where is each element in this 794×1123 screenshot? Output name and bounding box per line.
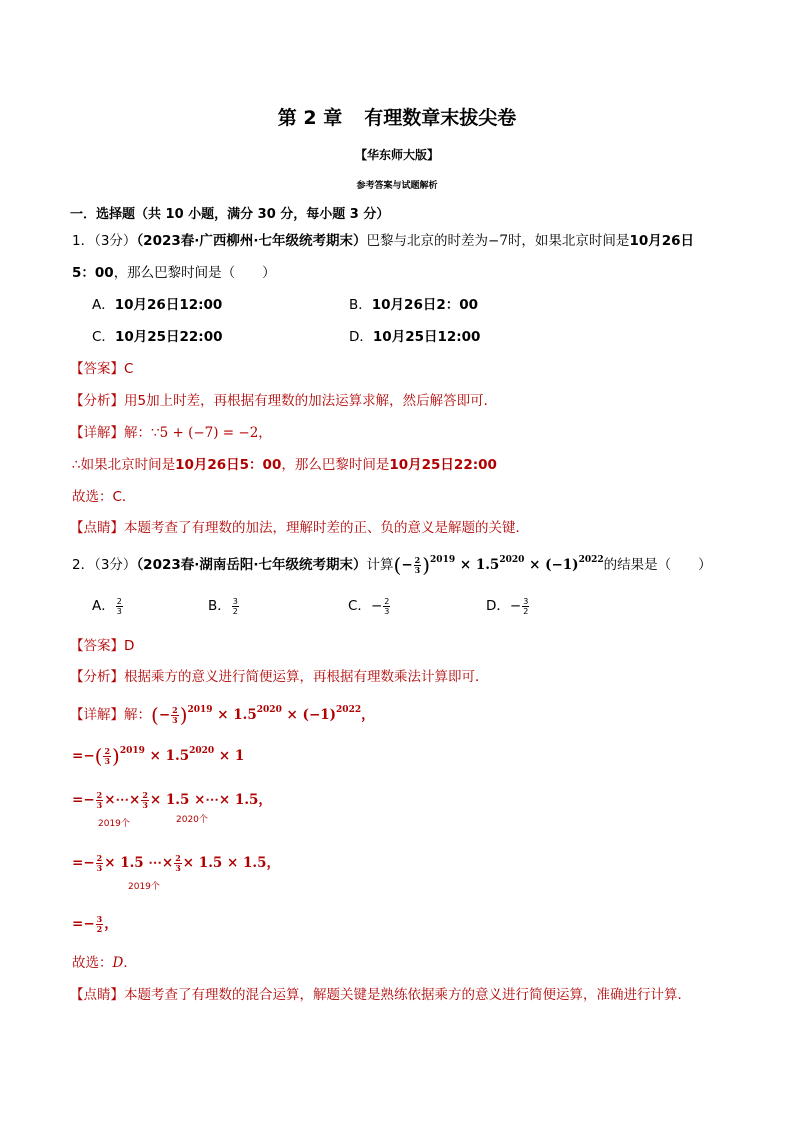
exponent: 2020 xyxy=(189,746,215,756)
q2-step3 xyxy=(72,851,280,873)
denominator: 3 xyxy=(116,606,122,616)
q2-step1: =−( $\frac{2}{3}$ )$^{2019} \times 1.5^{2020} \times 1$ xyxy=(72,744,245,768)
choose-end: ． xyxy=(123,955,137,971)
denominator: 3 xyxy=(414,565,421,575)
option-fraction xyxy=(232,597,239,616)
answer-value: D xyxy=(124,638,135,654)
denominator: 2 xyxy=(523,606,529,616)
underbrace-label: 2019个 xyxy=(98,819,130,829)
denominator: 2 xyxy=(232,606,238,616)
detail-date1: 10月26日5：00 xyxy=(175,457,282,473)
detail-date2: 10月25日22:00 xyxy=(389,457,497,473)
q1-source: （2023春·广西柳州·七年级统考期末） xyxy=(136,233,367,249)
q1-date: 10月26日 xyxy=(629,233,695,249)
section-heading: 一．选择题（共 10 小题，满分 30 分，每小题 3 分） xyxy=(70,207,390,222)
q2-text2: 的结果是（ ） xyxy=(603,557,712,573)
q2-score: （3分） xyxy=(94,557,137,573)
exponent: 2022 xyxy=(578,555,604,565)
numerator: 2 xyxy=(384,596,390,606)
q1-diff: −7 xyxy=(488,233,508,249)
choose-letter: D xyxy=(112,955,124,971)
numerator: 2 xyxy=(175,853,181,863)
answer-tag: 【答案】 xyxy=(70,638,124,654)
edition-label: 【华东师大版】 xyxy=(354,148,439,162)
numerator: 2 xyxy=(116,596,122,606)
numerator: 2 xyxy=(142,790,148,800)
q1-analysis xyxy=(70,389,497,409)
exponent: 2019 xyxy=(187,705,213,715)
analysis-text: 根据乘方的意义进行简便运算，再根据有理数乘法计算即可． xyxy=(124,669,489,685)
denominator: 3 xyxy=(172,715,178,725)
q2-text1: 计算 xyxy=(366,557,394,573)
analysis-text: 用5加上时差，再根据有理数的加法运算求解，然后解答即可． xyxy=(124,393,498,409)
underbrace-label: 2020个 xyxy=(176,815,208,825)
term: × 1.5 xyxy=(217,707,257,723)
denominator: 3 xyxy=(384,606,390,616)
q1-stem-line2 xyxy=(72,261,276,281)
equals: = xyxy=(72,792,84,808)
comma: ， xyxy=(104,916,118,932)
q2-option-b xyxy=(208,594,240,616)
term: × 1.5 xyxy=(149,748,190,764)
option-letter: B． xyxy=(349,297,372,313)
denominator: 3 xyxy=(104,756,111,766)
detail-lead: 解： xyxy=(124,425,151,441)
q1-stem-line1 xyxy=(72,229,694,249)
chapter-label: 第 2 章 xyxy=(277,107,343,129)
denominator: 3 xyxy=(142,800,148,810)
denominator: 3 xyxy=(175,863,181,873)
q1-answer xyxy=(70,357,133,377)
q2-detail xyxy=(70,703,375,727)
q2-number: 2． xyxy=(72,557,95,573)
numerator: 2 xyxy=(104,746,111,756)
numerator: 2 xyxy=(96,790,103,800)
q1-option-d xyxy=(349,325,480,345)
answer-tag: 【答案】 xyxy=(70,361,124,377)
q2-comment xyxy=(70,983,691,1003)
option-value: 10月26日12:00 xyxy=(114,297,223,313)
q2-option-a xyxy=(92,594,124,616)
q1-time: 5：00 xyxy=(72,265,114,281)
equals: = xyxy=(72,916,84,932)
numerator: 2 xyxy=(172,705,178,715)
option-sign: − xyxy=(370,598,383,614)
option-value: 10月25日12:00 xyxy=(372,329,481,345)
term: × (−1) xyxy=(286,707,337,723)
exponent: 2020 xyxy=(256,705,282,715)
detail-eq: ∵5 + (−7) = −2， xyxy=(151,425,272,441)
choose-lead: 故选： xyxy=(72,955,113,971)
option-letter: A． xyxy=(92,297,115,313)
q2-step4 xyxy=(72,912,118,934)
minus-sign: − xyxy=(158,707,171,723)
term: × 1 xyxy=(218,748,245,764)
equals: = xyxy=(72,748,84,764)
option-letter: D． xyxy=(486,598,510,614)
q2-analysis xyxy=(70,665,489,685)
term: × 1.5 xyxy=(459,557,500,573)
title-text: 有理数章末拔尖卷 xyxy=(364,107,517,129)
minus-sign: − xyxy=(83,855,95,871)
fraction xyxy=(174,854,182,873)
numerator: 2 xyxy=(414,555,421,565)
minus-sign: − xyxy=(83,916,95,932)
q1-comment xyxy=(70,516,529,536)
detail-tag: 【详解】 xyxy=(70,425,124,441)
q1-detail xyxy=(70,421,272,441)
q2-option-d xyxy=(486,594,530,616)
analysis-tag: 【分析】 xyxy=(70,669,124,685)
option-letter: D． xyxy=(349,329,373,345)
q2-answer xyxy=(70,634,134,654)
q2-choose xyxy=(72,951,137,971)
numerator: 3 xyxy=(232,596,238,606)
q1-text2: 时，如果北京时间是 xyxy=(507,233,630,249)
option-fraction xyxy=(522,597,529,616)
q1-option-a xyxy=(92,293,222,313)
option-sign: − xyxy=(509,598,522,614)
detail-expression: (− $\frac{2}{3}$ )$^{2019} \times 1.5^{2020} \times (-1)^{2022}$， xyxy=(151,703,375,727)
numerator: 3 xyxy=(523,596,529,606)
fraction xyxy=(171,706,179,725)
exponent: 2020 xyxy=(499,555,525,565)
option-value: 10月26日2：00 xyxy=(371,297,479,313)
comma: ， xyxy=(361,707,375,723)
term: × (−1) xyxy=(529,557,579,573)
q2-stem xyxy=(72,553,712,577)
option-letter: C． xyxy=(348,598,371,614)
comment-tag: 【点睛】 xyxy=(70,987,124,1003)
fraction xyxy=(96,854,104,873)
option-letter: A． xyxy=(92,598,115,614)
q1-option-c xyxy=(92,325,222,345)
detail-text: ，那么巴黎时间是 xyxy=(281,457,390,473)
minus-sign: − xyxy=(401,557,413,573)
option-letter: B． xyxy=(208,598,231,614)
option-value: 10月25日22:00 xyxy=(114,329,223,345)
q1-choose: 故选：C． xyxy=(72,489,136,505)
q2-step2 xyxy=(72,788,272,810)
q1-line2-text: ，那么巴黎时间是（ ） xyxy=(113,265,276,281)
detail-tag: 【详解】 xyxy=(70,707,124,723)
q2-option-c xyxy=(348,594,391,616)
page-title xyxy=(0,103,794,130)
fraction xyxy=(103,747,111,766)
comment-tag: 【点睛】 xyxy=(70,520,124,536)
fraction xyxy=(96,915,104,934)
numerator: 3 xyxy=(96,914,103,924)
exponent: 2019 xyxy=(430,555,456,565)
analysis-tag: 【分析】 xyxy=(70,393,124,409)
q1-detail-line2 xyxy=(72,453,497,473)
minus-sign: − xyxy=(83,748,95,764)
option-fraction xyxy=(116,597,123,616)
exponent: 2019 xyxy=(119,746,145,756)
comment-text: 本题考查了有理数的加法，理解时差的正、负的意义是解题的关键． xyxy=(124,520,529,536)
underbrace-label: 2019个 xyxy=(128,882,160,892)
option-letter: C． xyxy=(92,329,115,345)
term: × 1.5 ⋯× xyxy=(104,855,174,871)
equals: = xyxy=(72,855,84,871)
q2-expression: (− $\frac{2}{3}$ )$^{2019} \times 1.5^{2020} \times (-1)^{2022}$ xyxy=(393,553,604,577)
denominator: 3 xyxy=(96,863,103,873)
term: × 1.5 ×⋯× 1.5， xyxy=(149,792,272,808)
answer-value: C xyxy=(124,361,134,377)
detail-text: ∴如果北京时间是 xyxy=(72,457,176,473)
term: × 1.5 × 1.5， xyxy=(182,855,280,871)
denominator: 3 xyxy=(96,800,103,810)
q2-source: （2023春·湖南岳阳·七年级统考期末） xyxy=(136,557,367,573)
fraction xyxy=(96,791,104,810)
denominator: 2 xyxy=(96,924,103,934)
fraction xyxy=(414,556,422,575)
subtitle: 参考答案与试题解析 xyxy=(356,181,438,191)
exponent: 2022 xyxy=(336,705,362,715)
q1-option-b xyxy=(349,293,478,313)
q1-number: 1． xyxy=(72,233,95,249)
detail-lead: 解： xyxy=(124,707,151,723)
minus-sign: − xyxy=(83,792,95,808)
q1-text1: 巴黎与北京的时差为 xyxy=(366,233,489,249)
numerator: 2 xyxy=(96,853,103,863)
fraction xyxy=(141,791,149,810)
q1-score: （3分） xyxy=(94,233,137,249)
comment-text: 本题考查了有理数的混合运算，解题关键是熟练依据乘方的意义进行简便运算，准确进行计算． xyxy=(124,987,691,1003)
option-fraction xyxy=(383,597,390,616)
term: ×⋯× xyxy=(104,792,141,808)
